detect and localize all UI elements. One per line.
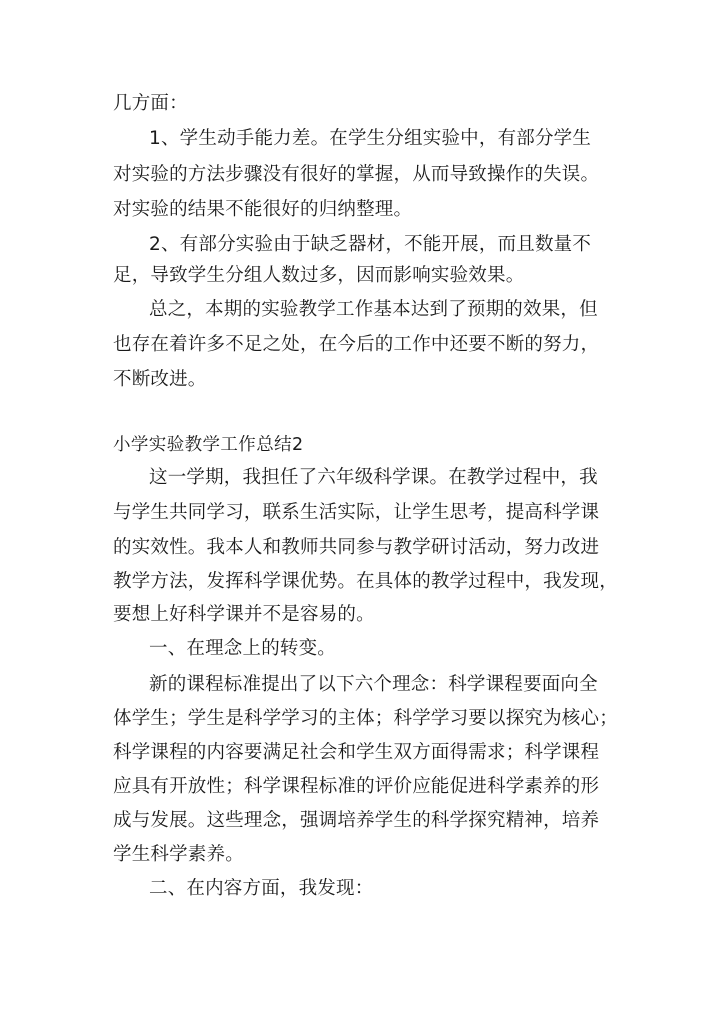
paragraph-line: 的实效性。我本人和教师共同参与教学研讨活动，努力改进: [113, 537, 600, 558]
paragraph-line: 对实验的方法步骤没有很好的掌握，从而导致操作的失误。: [113, 164, 600, 185]
paragraph-line: 体学生；学生是科学学习的主体；科学学习要以探究为核心；: [113, 708, 618, 729]
paragraph-line: 教学方法，发挥科学课优势。在具体的教学过程中，我发现，: [113, 571, 618, 592]
subsection-heading: 二、在内容方面，我发现：: [149, 878, 374, 899]
paragraph-line: 与学生共同学习，联系生活实际，让学生思考，提高科学课: [113, 502, 600, 523]
paragraph-line: 这一学期，我担任了六年级科学课。在教学过程中，我: [149, 467, 598, 488]
paragraph-line: 不断改进。: [113, 369, 207, 390]
paragraph-line: 学生科学素养。: [113, 844, 244, 865]
paragraph-line: 也存在着许多不足之处，在今后的工作中还要不断的努力，: [113, 334, 600, 355]
paragraph-line: 对实验的结果不能很好的归纳整理。: [113, 199, 413, 220]
paragraph-line: 足，导致学生分组人数过多，因而影响实验效果。: [113, 265, 525, 286]
paragraph-line: 新的课程标准提出了以下六个理念：科学课程要面向全: [149, 674, 598, 695]
paragraph-line: 几方面：: [113, 93, 188, 114]
paragraph-line: 要想上好科学课并不是容易的。: [113, 604, 375, 625]
section-title: 小学实验教学工作总结2: [113, 435, 304, 455]
paragraph-line: 1、学生动手能力差。在学生分组实验中，有部分学生: [149, 128, 592, 149]
paragraph-line: 科学课程的内容要满足社会和学生双方面得需求；科学课程: [113, 742, 600, 763]
paragraph-line: 成与发展。这些理念，强调培养学生的科学探究精神，培养: [113, 810, 600, 831]
subsection-heading: 一、在理念上的转变。: [149, 638, 337, 659]
paragraph-line: 总之，本期的实验教学工作基本达到了预期的效果，但: [149, 299, 598, 320]
paragraph-line: 2、有部分实验由于缺乏器材，不能开展，而且数量不: [149, 234, 592, 255]
paragraph-line: 应具有开放性；科学课程标准的评价应能促进科学素养的形: [113, 776, 600, 797]
